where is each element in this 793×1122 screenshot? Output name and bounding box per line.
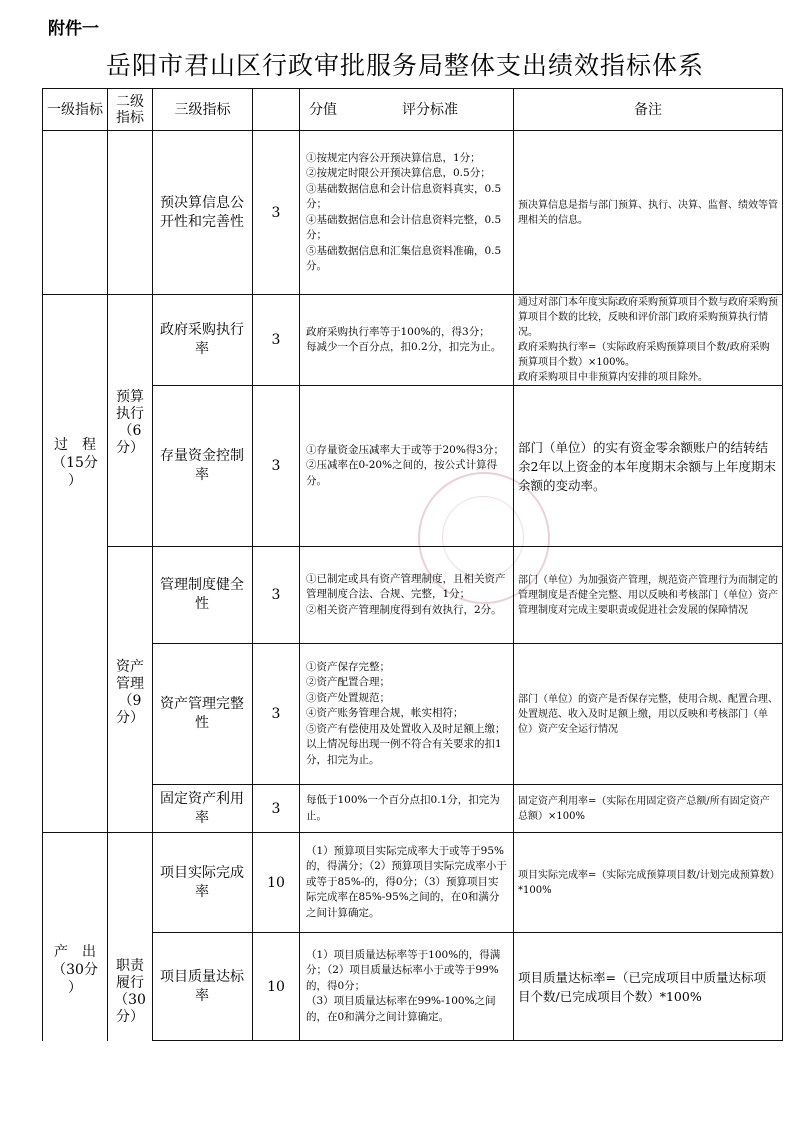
header-criteria: 评分标准 <box>402 101 458 118</box>
remarks-cell: 项目质量达标率=（已完成项目中质量达标项目个数/已完成项目个数）*100% <box>518 969 766 1004</box>
score-cell: 10 <box>267 874 285 891</box>
score-cell: 3 <box>271 332 281 348</box>
score-cell: 3 <box>271 587 281 603</box>
indicator-cell: 预决算信息公开性和完善性 <box>160 194 244 230</box>
grid-line <box>152 1040 783 1041</box>
criteria-cell: ①资产保存完整； ②资产配置合理； ③资产处置规范； ④资产账务管理合规，帐实相符； ⑤资产有偿使用及处置收入及时足额上缴； 以上情况每出现一例不符合有关要求的扣1分，扣完为止。 <box>306 660 506 766</box>
level1-process: 过 程 （15分 ） <box>52 437 98 489</box>
header-level2: 二级指标 <box>116 93 144 126</box>
criteria-cell: （1）项目质量达标率等于100%的，得满分；（2）项目质量达标率小于或等于99%的，得0分； （3）项目质量达标率在99%-100%之间的，在0和满分之间计算确定。 <box>306 948 501 1023</box>
criteria-cell: 每低于100%一个百分点扣0.1分，扣完为止。 <box>306 794 500 822</box>
header-remarks: 备注 <box>634 101 662 118</box>
header-level1: 一级指标 <box>47 101 103 118</box>
criteria-cell: ①存量资金压减率大于或等于20%得3分； ②压减率在0-20%之间的，按公式计算得分。 <box>306 443 505 487</box>
score-cell: 3 <box>271 706 281 722</box>
header-level3: 三级指标 <box>174 101 231 118</box>
criteria-cell: ①按规定内容公开预决算信息，1分； ②按规定时限公开预决算信息，0.5分； ③基础数据信息和会计信息资料真实，0.5分； ④基础数据信息和会计信息资料完整，0.5分； ⑤基础数据信息和汇集信息资料准确，0.5分。 <box>306 151 502 272</box>
indicator-cell: 政府采购执行率 <box>160 322 244 357</box>
level2-asset-management: 资产 管理 （9 分） <box>116 659 144 726</box>
remarks-cell: 通过对部门本年度实际政府采购预算项目个数与政府采购预算项目个数的比较，反映和评价部门政府采购预算执行情况。 政府采购执行率=（实际政府采购预算项目个数/政府采购预算项目个数）×100%。 政府采购项目中非预算内安排的项目除外。 <box>518 297 778 383</box>
criteria-cell: （1）预算项目实际完成率大于或等于95%的，得满分；（2）预算项目实际完成率小于或等于85%-的，得0分；（3）预算项目实际完成率在85%-95%之间的，在0和满分之间计算确定。 <box>306 844 507 919</box>
indicator-cell: 项目质量达标率 <box>160 968 244 1004</box>
grid-line <box>152 88 153 1041</box>
score-cell: 3 <box>271 204 281 221</box>
indicator-table <box>42 88 783 1041</box>
grid-line <box>42 88 43 1041</box>
indicator-cell: 项目实际完成率 <box>160 864 244 900</box>
document-title: 岳阳市君山区行政审批服务局整体支出绩效指标体系 <box>105 51 704 80</box>
attachment-label: 附件一 <box>48 19 99 39</box>
remarks-cell: 项目实际完成率=（实际完成预算项目数/计划完成预算数）*100% <box>518 869 775 896</box>
grid-line <box>107 88 108 1041</box>
score-cell: 10 <box>267 978 285 995</box>
remarks-cell: 部门（单位）为加强资产管理，规范资产管理行为而制定的管理制度是否健全完整、用以反映和考核部门（单位）资产管理制度对完成主要职责或促进社会发展的保障情况 <box>518 574 778 616</box>
remarks-cell: 预决算信息是指与部门预算、执行、决算、监督、绩效等管理相关的信息。 <box>518 199 778 226</box>
score-cell: 3 <box>271 458 281 474</box>
score-cell: 3 <box>271 800 281 817</box>
level1-output: 产 出 （30分 ） <box>52 944 98 996</box>
indicator-cell: 资产管理完整性 <box>160 696 244 731</box>
remarks-cell: 部门（单位）的实有资金零余额账户的结转结余2年以上资金的本年度期末余额与上年度期末余额的变动率。 <box>518 439 776 493</box>
indicator-cell: 管理制度健全性 <box>160 577 244 612</box>
remarks-cell: 部门（单位）的资产是否保存完整，使用合规、配置合理、处置规范、收入及时足额上缴，用以反映和考核部门（单位）资产安全运行情况 <box>518 693 778 735</box>
indicator-cell: 固定资产利用率 <box>160 790 244 826</box>
criteria-cell: 政府采购执行率等于100%的，得3分； 每减少一个百分点，扣0.2分，扣完为止。 <box>306 325 502 353</box>
indicator-cell: 存量资金控制率 <box>160 448 244 483</box>
level2-duty-performance: 职责 履行 （30 分） <box>114 958 146 1025</box>
grid-line <box>782 88 783 1041</box>
level2-budget-execution: 预算 执行 （6 分） <box>116 389 144 456</box>
remarks-cell: 固定资产利用率=（实际在用固定资产总额/所有固定资产总额）×100% <box>518 795 770 822</box>
criteria-cell: ①已制定或具有资产管理制度，且相关资产管理制度合法、合规、完整，1分； ②相关资产管理制度得到有效执行，2分。 <box>306 572 506 616</box>
header-score: 分值 <box>309 101 337 118</box>
